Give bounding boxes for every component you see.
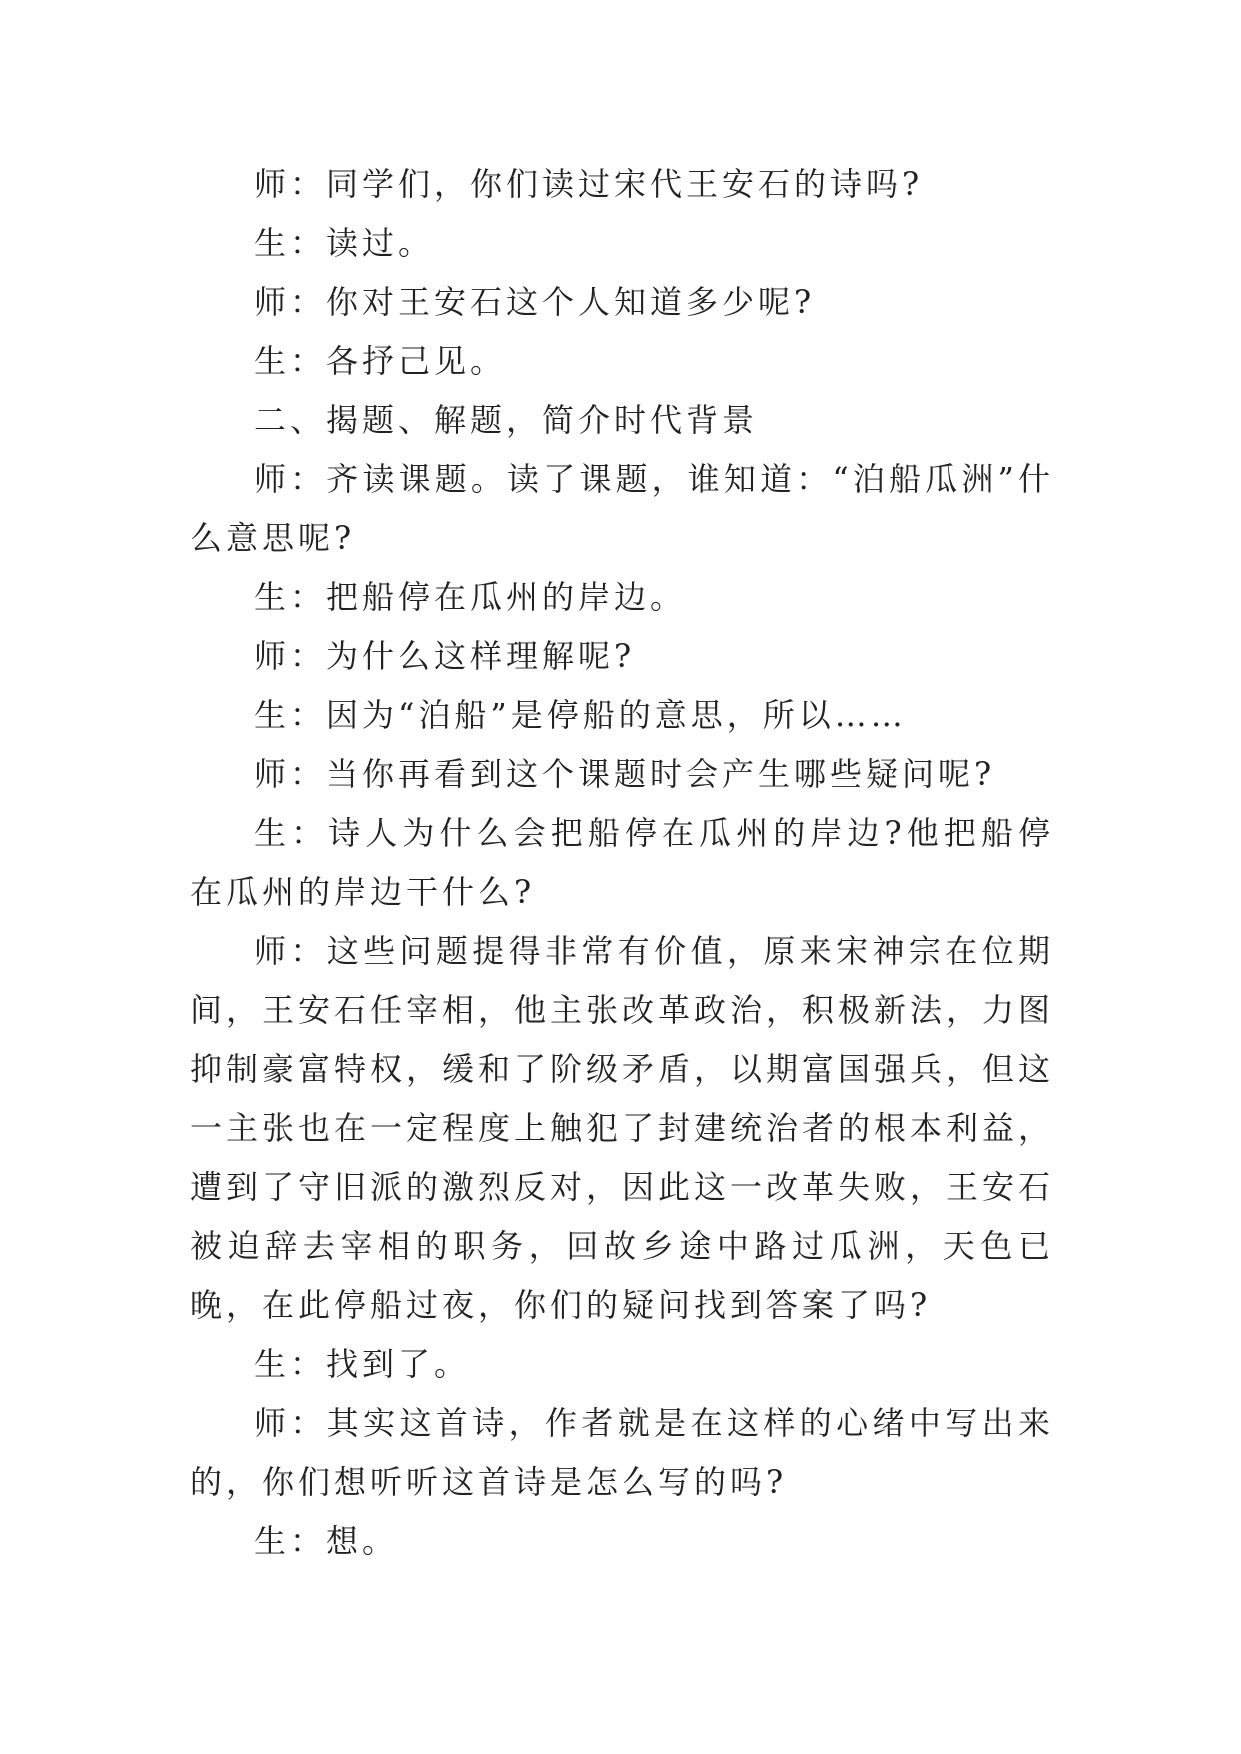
paragraph-10: 师：当你再看到这个课题时会产生哪些疑问呢? (254, 755, 996, 793)
paragraph-4: 生：各抒己见。 (254, 342, 507, 380)
paragraph-14: 师：其实这首诗，作者就是在这样的心绪中写出来的，你们想听听这首诗是怎么写的吗? (190, 1404, 1054, 1501)
paragraph-3: 师：你对王安石这个人知道多少呢? (254, 283, 816, 321)
paragraph-1: 师：同学们，你们读过宋代王安石的诗吗? (254, 165, 924, 203)
paragraph-6: 师：齐读课题。读了课题，谁知道：“泊船瓜洲”什么意思呢? (190, 460, 1054, 557)
paragraph-12: 师：这些问题提得非常有价值，原来宋神宗在位期间，王安石任宰相，他主张改革政治，积极新法，力图抑制豪富特权，缓和了阶级矛盾，以期富国强兵，但这一主张也在一定程度上触犯了封建统治者的根本利益，遭到了守旧派的激烈反对，因此这一改革失败，王安石被迫辞去宰相的职务，回故乡途中路过瓜洲，天色已晚，在此停船过夜，你们的疑问找到答案了吗? (190, 932, 1055, 1324)
paragraph-8: 师：为什么这样理解呢? (254, 637, 636, 675)
paragraph-15: 生：想。 (254, 1522, 399, 1560)
document-body (190, 155, 1054, 1571)
paragraph-13: 生：找到了。 (254, 1345, 471, 1383)
paragraph-9: 生：因为“泊船”是停船的意思，所以…… (254, 696, 907, 734)
section-heading: 二、揭题、解题，简介时代背景 (254, 401, 759, 439)
paragraph-2: 生：读过。 (254, 224, 435, 262)
paragraph-7: 生：把船停在瓜州的岸边。 (254, 578, 687, 616)
paragraph-11: 生：诗人为什么会把船停在瓜州的岸边?他把船停在瓜州的岸边干什么? (190, 814, 1054, 911)
